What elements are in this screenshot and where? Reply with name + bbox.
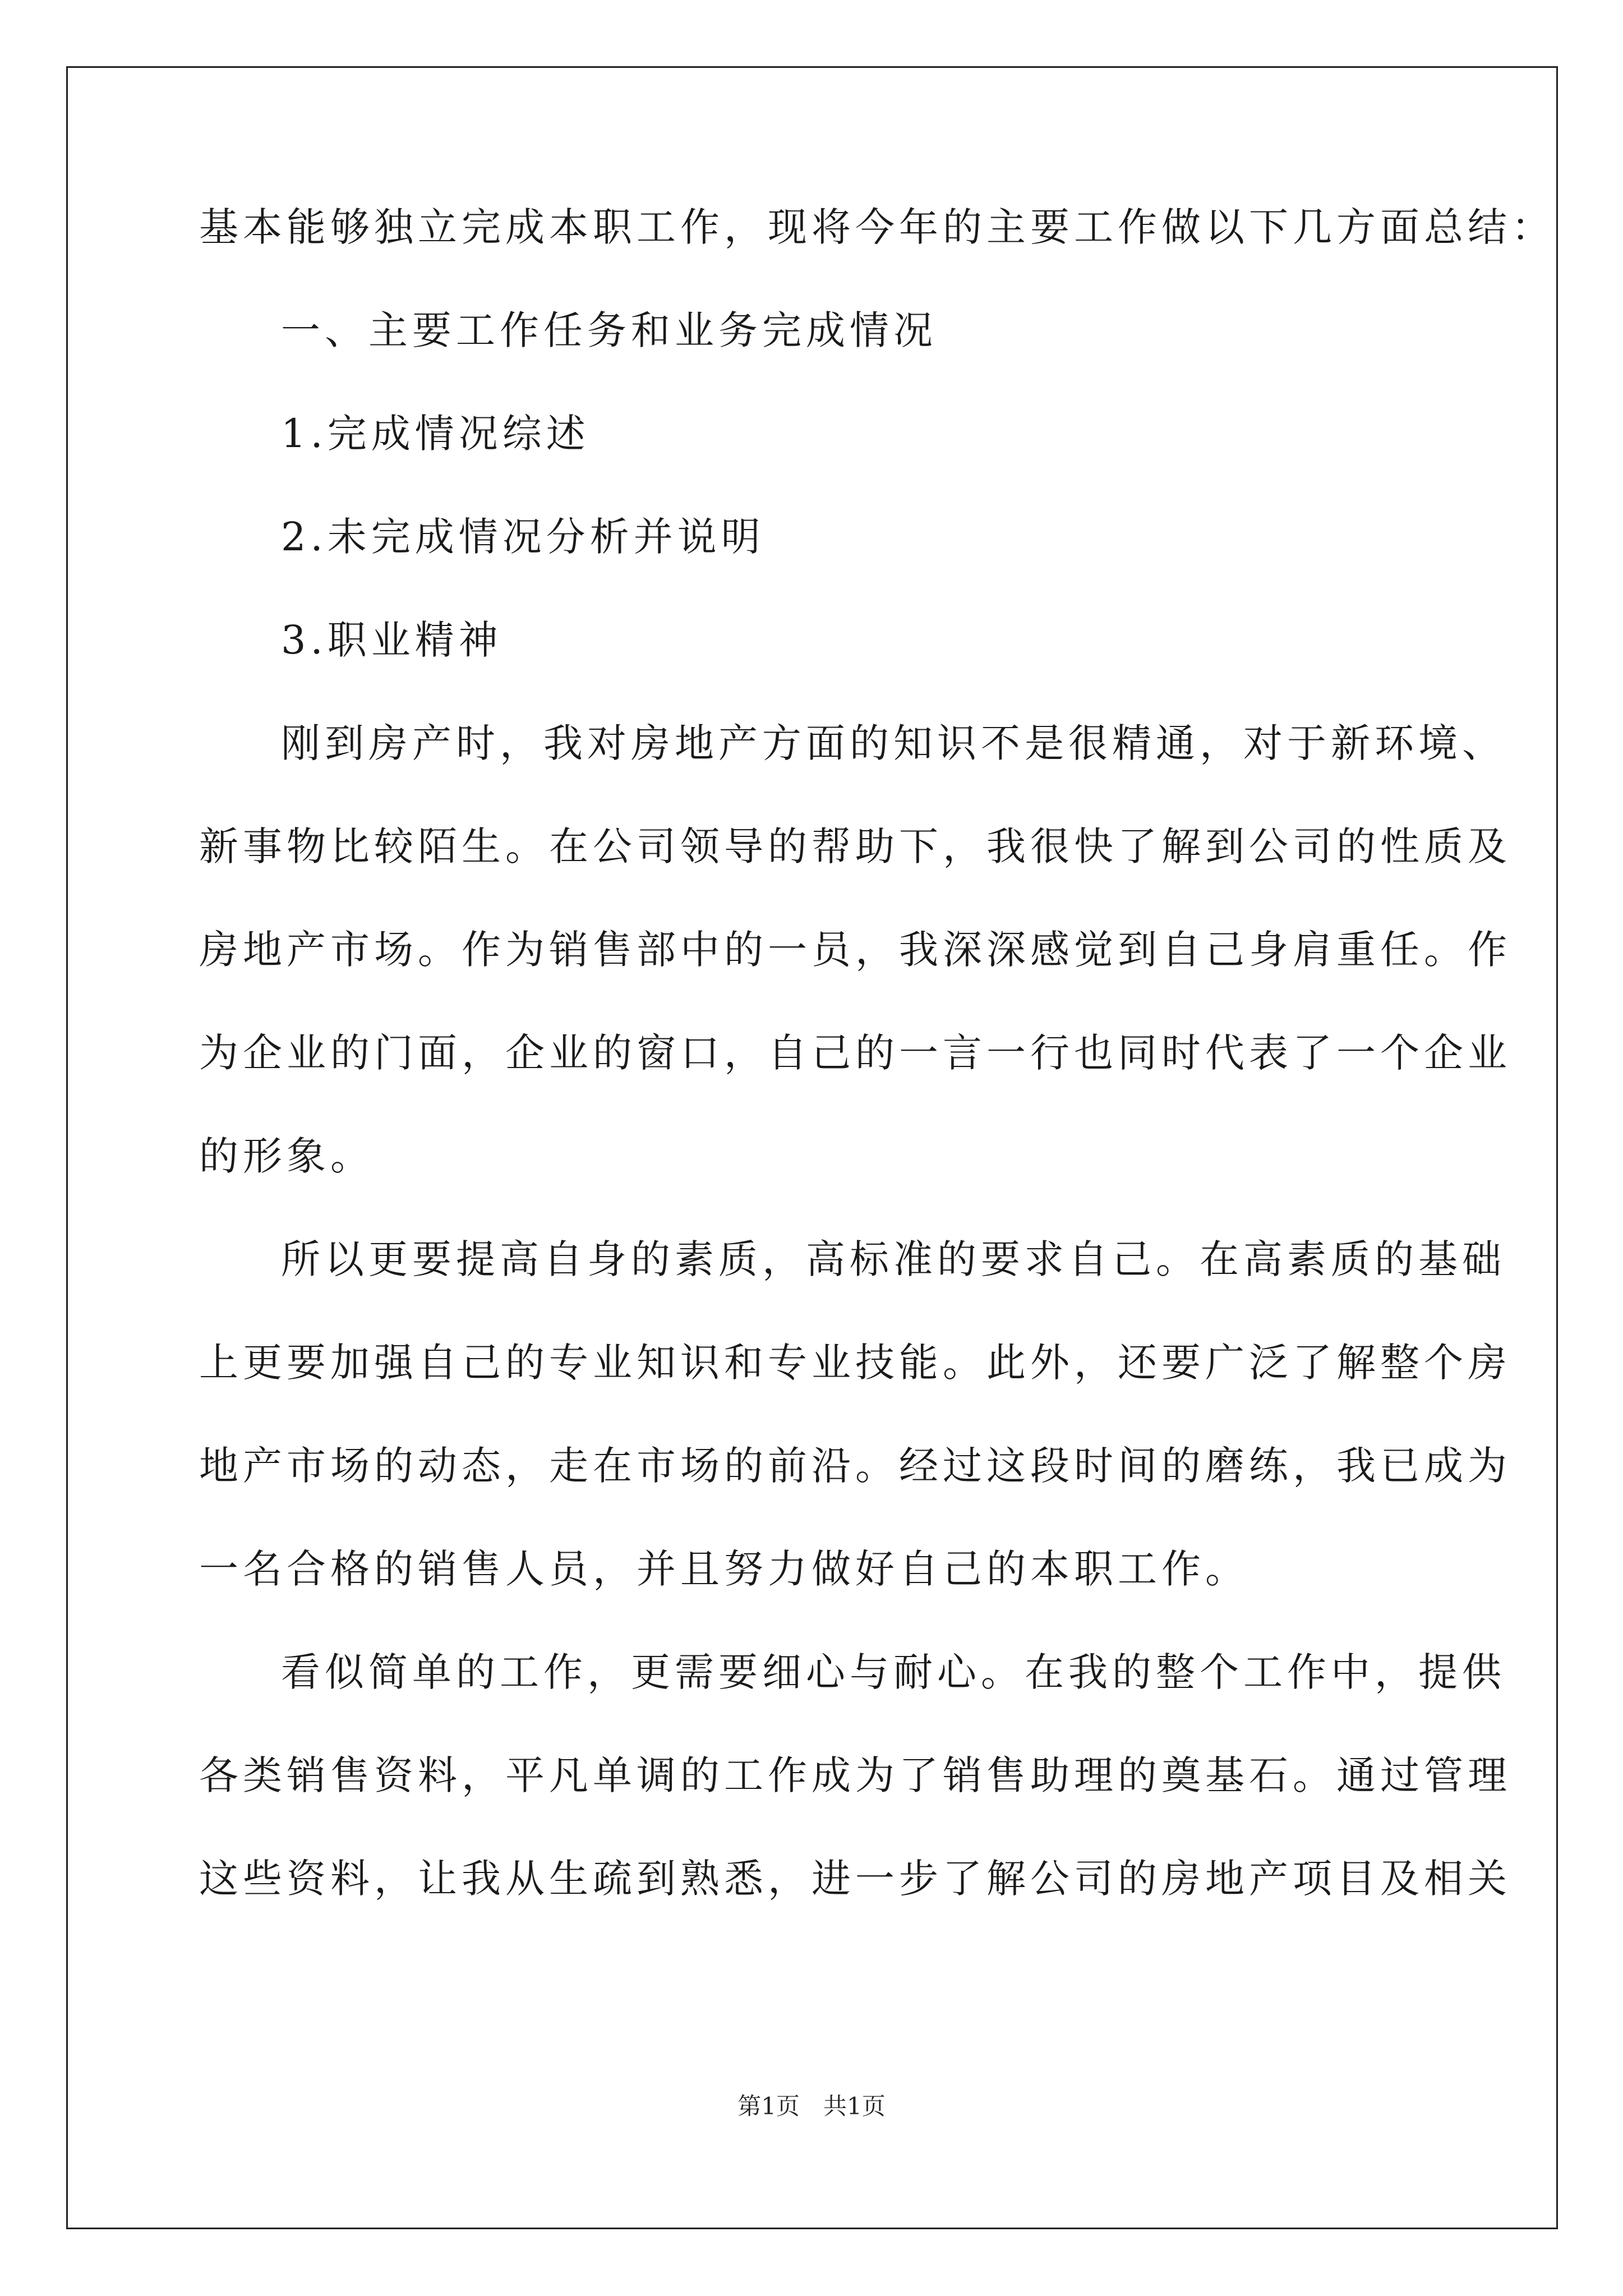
paragraph-line: 上更要加强自己的专业知识和专业技能。此外，还要广泛了解整个房 [199,1340,1511,1386]
paragraph-line: 新事物比较陌生。在公司领导的帮助下，我很快了解到公司的性质及 [199,823,1511,869]
subsection-heading: 3.职业精神 [281,617,502,663]
paragraph-line: 刚到房产时，我对房地产方面的知识不是很精通，对于新环境、 [281,720,1506,766]
paragraph-line: 房地产市场。作为销售部中的一员，我深深感觉到自己身肩重任。作 [199,927,1511,973]
section-heading: 一、主要工作任务和业务完成情况 [281,307,937,353]
paragraph-line: 所以更要提高自身的素质，高标准的要求自己。在高素质的基础 [281,1236,1506,1282]
paragraph-line: 一名合格的销售人员，并且努力做好自己的本职工作。 [199,1546,1249,1592]
paragraph-line: 这些资料，让我从生疏到熟悉，进一步了解公司的房地产项目及相关 [199,1856,1511,1902]
document-body [199,204,1555,1902]
paragraph-line: 各类销售资料，平凡单调的工作成为了销售助理的奠基石。通过管理 [199,1752,1511,1798]
paragraph-line: 的形象。 [199,1133,374,1179]
page-number-footer: 第1页 共1页 [737,2092,886,2120]
paragraph-line: 看似简单的工作，更需要细心与耐心。在我的整个工作中，提供 [281,1649,1506,1695]
paragraph-line: 为企业的门面，企业的窗口，自己的一言一行也同时代表了一个企业 [199,1030,1511,1076]
subsection-heading: 2.未完成情况分析并说明 [281,514,765,560]
subsection-heading: 1.完成情况综述 [281,411,590,457]
paragraph-line: 基本能够独立完成本职工作，现将今年的主要工作做以下几方面总结： [199,204,1555,250]
paragraph-line: 地产市场的动态，走在市场的前沿。经过这段时间的磨练，我已成为 [199,1443,1511,1489]
